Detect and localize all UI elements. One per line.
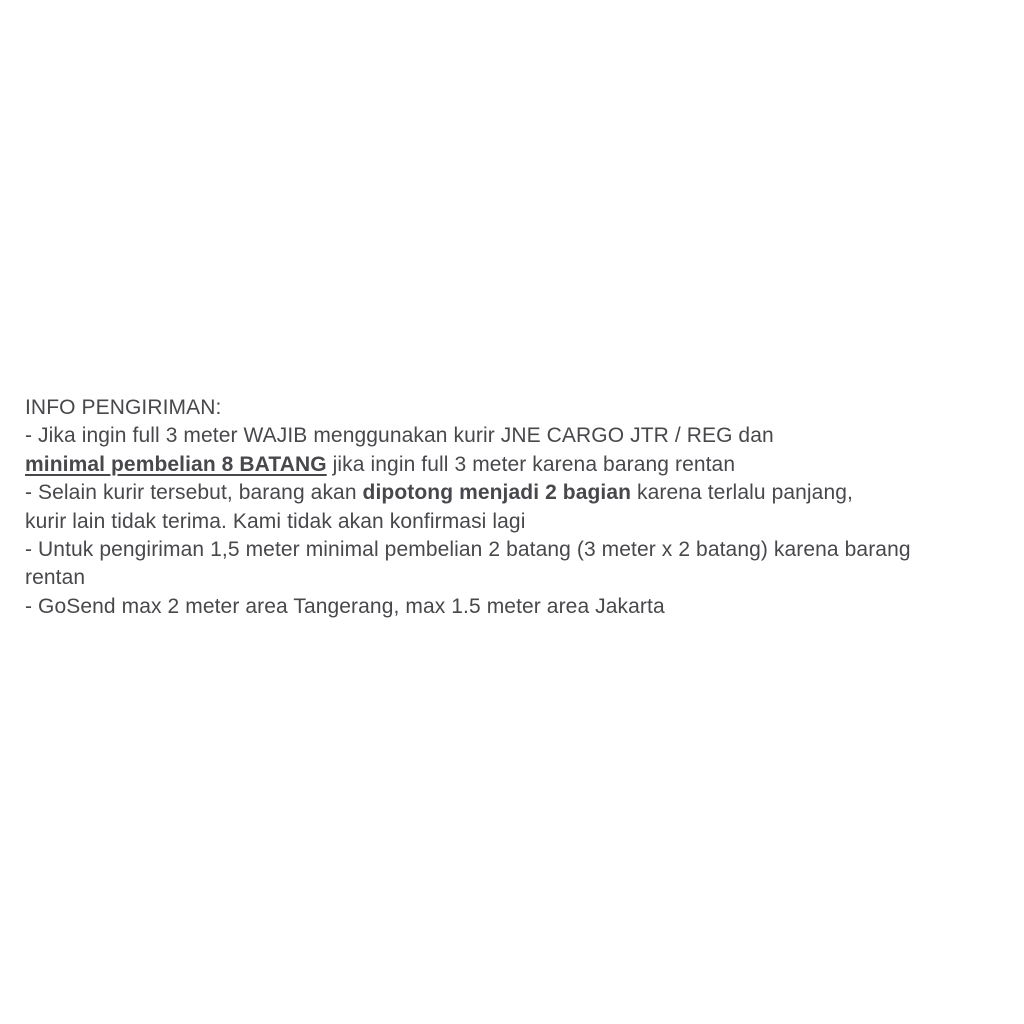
minimum-purchase-rest: jika ingin full 3 meter karena barang rentan [326,452,736,476]
shipping-rule-gosend: - GoSend max 2 meter area Tangerang, max 1.5 meter area Jakarta [25,594,665,618]
shipping-info-block [25,394,1015,621]
shipping-info-title: INFO PENGIRIMAN: [25,396,222,419]
shipping-rule-no-confirmation: kurir lain tidak terima. Kami tidak akan konfirmasi lagi [25,509,526,533]
shipping-rule-cut-warning [25,479,1015,507]
cut-warning-end: karena terlalu panjang, [631,481,853,505]
shipping-rule-half-length-cont: rentan [25,566,86,590]
cut-warning-emphasis: dipotong menjadi 2 bagian [362,481,632,505]
minimum-purchase-emphasis: minimal pembelian 8 BATANG [25,452,327,476]
shipping-rule-minimum-purchase [25,451,1015,479]
shipping-rule-half-length: - Untuk pengiriman 1,5 meter minimal pembelian 2 batang (3 meter x 2 batang) karena barang [25,538,911,562]
shipping-rule-courier: - Jika ingin full 3 meter WAJIB menggunakan kurir JNE CARGO JTR / REG dan [25,424,774,448]
cut-warning-start: - Selain kurir tersebut, barang akan [25,481,363,505]
